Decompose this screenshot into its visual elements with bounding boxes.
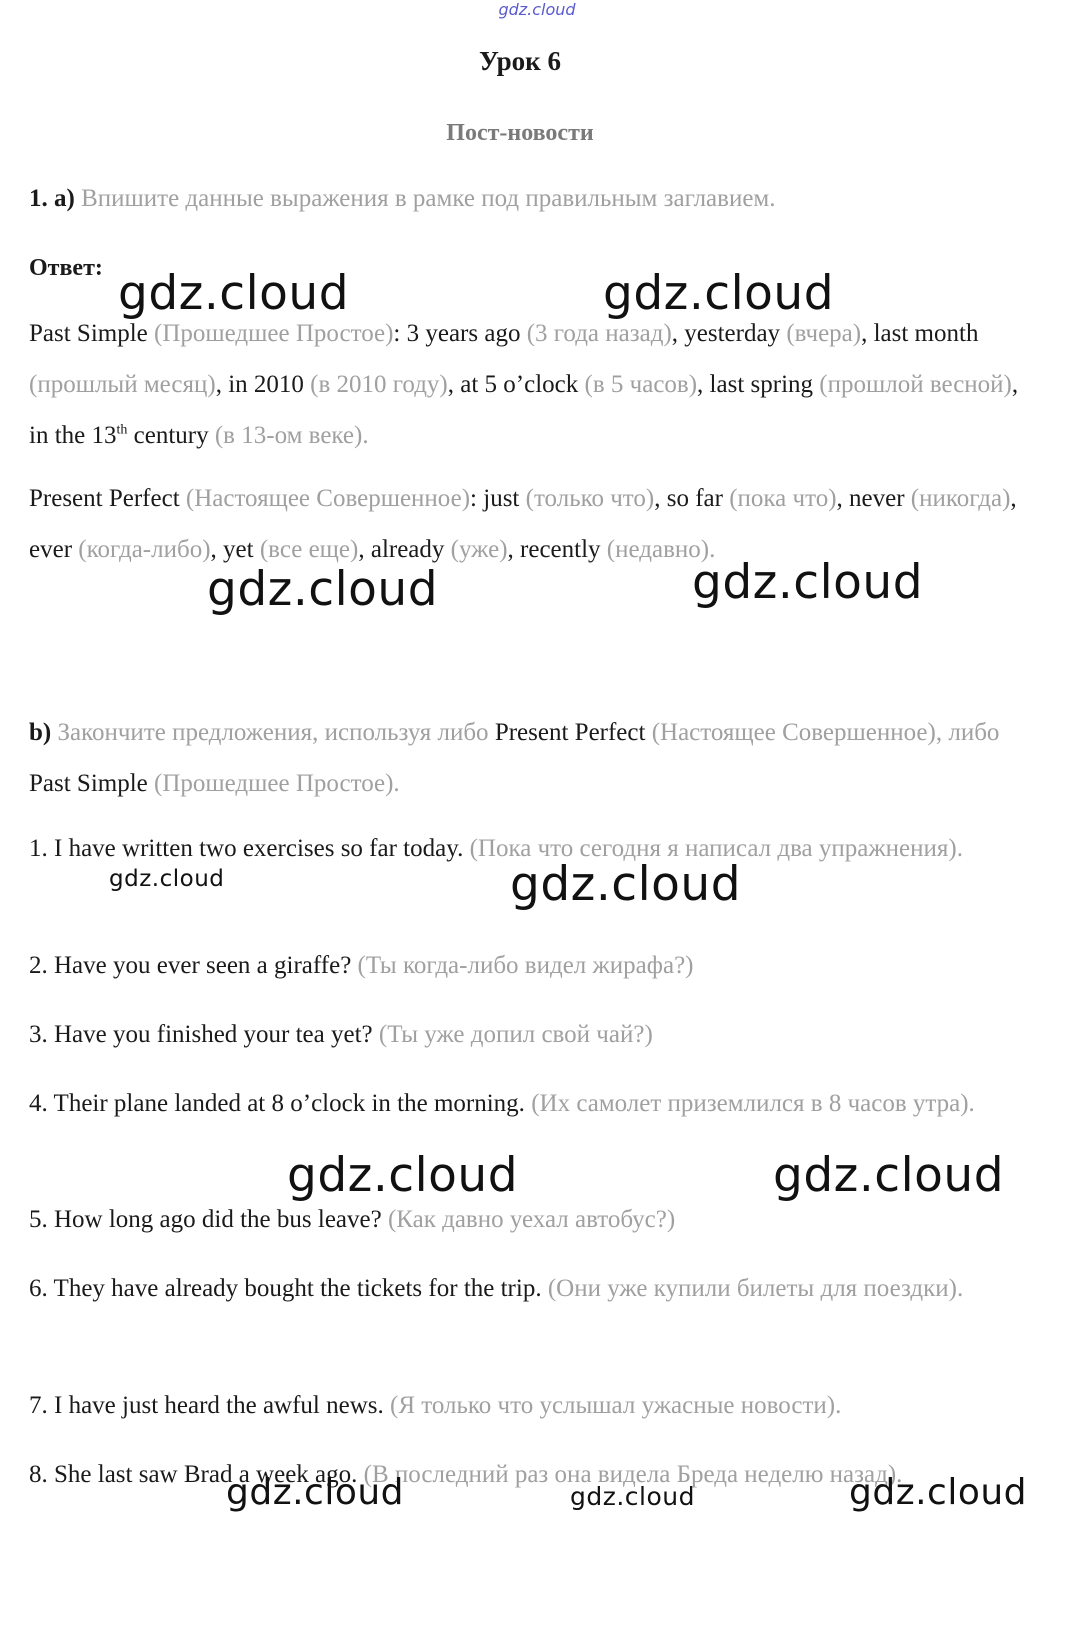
text: , in 2010 xyxy=(215,371,311,398)
translation: (в 2010 году) xyxy=(310,371,448,398)
watermark: gdz.cloud xyxy=(692,555,924,610)
translation: (уже) xyxy=(450,536,508,563)
sentence-english: 2. Have you ever seen a giraffe? xyxy=(29,952,352,979)
watermark: gdz.cloud xyxy=(287,1148,519,1203)
sentence-7 xyxy=(29,1380,1019,1431)
sentence-english: 3. Have you finished your tea yet? xyxy=(29,1021,373,1048)
text: , at 5 o’clock xyxy=(447,371,585,398)
text: century xyxy=(127,422,215,449)
sentence-translation: (Они уже купили билеты для поездки). xyxy=(541,1275,964,1302)
translation: (в 5 часов) xyxy=(584,371,698,398)
sentence-english: 1. I have written two exercises so far today. xyxy=(29,835,464,862)
task-a-number: 1. а) xyxy=(29,185,75,212)
translation: (когда-либо) xyxy=(78,536,211,563)
term: Present Perfect xyxy=(29,485,186,512)
text: , so far xyxy=(654,485,730,512)
translation: (в 13-ом веке). xyxy=(214,422,369,449)
sentence-translation: (Как давно уехал автобус?) xyxy=(381,1206,676,1233)
sentence-3 xyxy=(29,1009,1019,1060)
translation: (вчера) xyxy=(786,320,862,347)
watermark: gdz.cloud xyxy=(118,266,350,321)
page-title: Урок 6 xyxy=(479,46,561,76)
text: , last month xyxy=(861,320,979,347)
text: , in the 13 xyxy=(29,371,1019,449)
sentence-6 xyxy=(29,1263,1019,1314)
watermark: gdz.cloud xyxy=(226,1472,405,1513)
translation: (только что) xyxy=(525,485,655,512)
text: , never xyxy=(836,485,911,512)
term: Present Perfect xyxy=(494,719,646,746)
translation: (никогда) xyxy=(910,485,1011,512)
translation: (3 года назад) xyxy=(526,320,672,347)
instruction: (Настоящее Совершенное), либо xyxy=(645,719,1000,746)
text: , ever xyxy=(29,485,1017,563)
task-a-text: Впишите данные выражения в рамке под правильным заглавием. xyxy=(81,185,776,212)
watermark: gdz.cloud xyxy=(207,562,439,617)
sentence-english: 8. She last saw Brad a week ago. xyxy=(29,1461,358,1488)
sentence-english: 7. I have just heard the awful news. xyxy=(29,1392,384,1419)
sentence-translation: (Я только что услышал ужасные новости). xyxy=(383,1392,842,1419)
superscript: th xyxy=(116,422,128,438)
sentence-translation: (Ты уже допил свой чай?) xyxy=(372,1021,653,1048)
task-b xyxy=(29,707,1019,809)
watermark: gdz.cloud xyxy=(109,866,225,892)
instruction: Закончите предложения, используя либо xyxy=(51,719,495,746)
watermark: gdz.cloud xyxy=(773,1148,1005,1203)
top-watermark: gdz.cloud xyxy=(498,0,576,19)
term: Past Simple xyxy=(29,770,148,797)
instruction: (Прошедшее Простое). xyxy=(147,770,400,797)
text: , already xyxy=(358,536,451,563)
sentence-translation: (В последний раз она видела Бреда неделю назад). xyxy=(357,1461,903,1488)
sentence-4 xyxy=(29,1078,1019,1129)
text: , recently xyxy=(507,536,607,563)
translation: (прошлый месяц) xyxy=(29,371,216,398)
watermark: gdz.cloud xyxy=(849,1472,1028,1513)
text: , yet xyxy=(210,536,260,563)
translation: (все еще) xyxy=(259,536,359,563)
translation: (Настоящее Совершенное) xyxy=(185,485,471,512)
text: , last spring xyxy=(697,371,820,398)
sentence-translation: (Их самолет приземлился в 8 часов утра). xyxy=(524,1090,975,1117)
watermark: gdz.cloud xyxy=(510,857,742,912)
sentence-english: 6. They have already bought the tickets for the trip. xyxy=(29,1275,542,1302)
translation: (Прошедшее Простое) xyxy=(154,320,394,347)
sentence-english: 5. How long ago did the bus leave? xyxy=(29,1206,382,1233)
text: : 3 years ago xyxy=(393,320,527,347)
task-b-number: b) xyxy=(29,719,52,746)
translation: (пока что) xyxy=(729,485,837,512)
text: , yesterday xyxy=(671,320,787,347)
page-subtitle: Пост-новости xyxy=(446,120,594,146)
past-simple-paragraph xyxy=(29,308,1019,461)
watermark: gdz.cloud xyxy=(603,266,835,321)
watermark: gdz.cloud xyxy=(570,1482,696,1511)
sentence-english: 4. Their plane landed at 8 o’clock in the morning. xyxy=(29,1090,525,1117)
sentence-translation: (Пока что сегодня я написал два упражнения). xyxy=(463,835,963,862)
translation: (прошлой весной) xyxy=(819,371,1012,398)
translation: (недавно). xyxy=(606,536,716,563)
text: : just xyxy=(470,485,526,512)
term: Past Simple xyxy=(29,320,148,347)
task-a xyxy=(29,173,1019,224)
sentence-2 xyxy=(29,940,1019,991)
sentence-translation: (Ты когда-либо видел жирафа?) xyxy=(351,952,694,979)
answer-label: Ответ: xyxy=(29,255,103,281)
